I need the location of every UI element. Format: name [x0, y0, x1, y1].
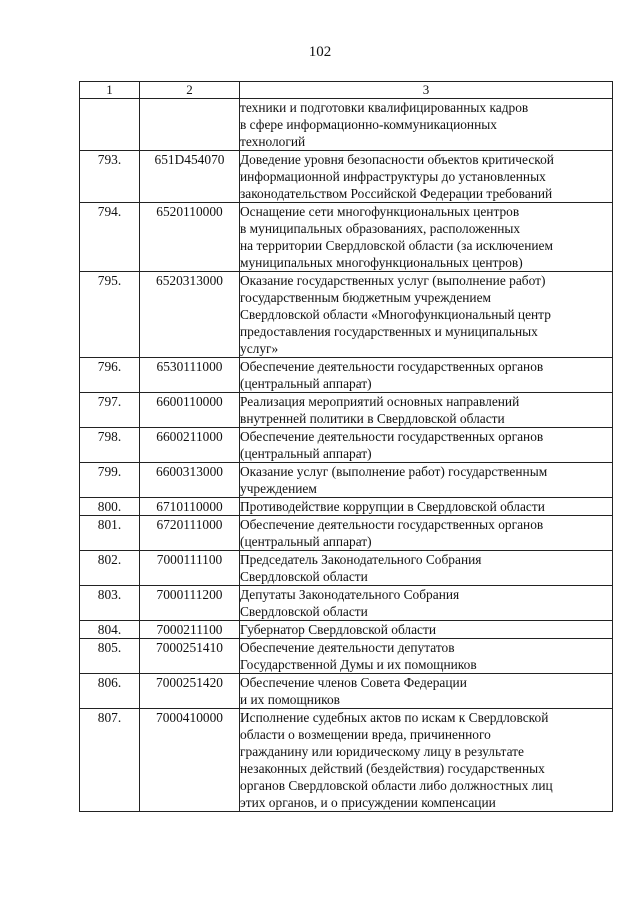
budget-table	[79, 81, 613, 812]
code-cell: 6600211000	[140, 428, 240, 463]
table-row	[80, 463, 613, 498]
table-row	[80, 272, 613, 358]
description-cell: Обеспечение деятельности депутатов Государственной Думы и их помощников	[240, 639, 613, 674]
table-row	[80, 428, 613, 463]
code-cell: 7000410000	[140, 709, 240, 812]
row-number-cell: 794.	[80, 203, 140, 272]
page-number: 102	[308, 44, 332, 60]
row-number-cell: 800.	[80, 498, 140, 516]
row-number-cell	[80, 99, 140, 151]
table-row	[80, 393, 613, 428]
table-row	[80, 639, 613, 674]
row-number-cell: 793.	[80, 151, 140, 203]
header-col-1: 1	[80, 82, 140, 99]
row-number-cell: 805.	[80, 639, 140, 674]
row-number-cell: 806.	[80, 674, 140, 709]
code-cell	[140, 99, 240, 151]
row-number-cell: 801.	[80, 516, 140, 551]
table-row	[80, 151, 613, 203]
row-number-cell: 795.	[80, 272, 140, 358]
table-row	[80, 358, 613, 393]
header-col-3: 3	[240, 82, 613, 99]
table-row	[80, 621, 613, 639]
description-cell: Противодействие коррупции в Свердловской области	[240, 498, 613, 516]
row-number-cell: 799.	[80, 463, 140, 498]
code-cell: 7000251410	[140, 639, 240, 674]
table-row	[80, 203, 613, 272]
code-cell: 6600110000	[140, 393, 240, 428]
code-cell: 7000211100	[140, 621, 240, 639]
code-cell: 651D454070	[140, 151, 240, 203]
description-cell: техники и подготовки квалифицированных кадров в сфере информационно-коммуникационных технологий	[240, 99, 613, 151]
code-cell: 6530111000	[140, 358, 240, 393]
code-cell: 7000251420	[140, 674, 240, 709]
table-row	[80, 709, 613, 812]
header-col-2: 2	[140, 82, 240, 99]
row-number-cell: 796.	[80, 358, 140, 393]
description-cell: Обеспечение деятельности государственных органов (центральный аппарат)	[240, 516, 613, 551]
table-row	[80, 586, 613, 621]
code-cell: 7000111100	[140, 551, 240, 586]
row-number-cell: 802.	[80, 551, 140, 586]
description-cell: Оснащение сети многофункциональных центров в муниципальных образованиях, расположенных на территории Свердловской области (за исключением муниципальных многофункциональных центров)	[240, 203, 613, 272]
description-cell: Председатель Законодательного Собрания Свердловской области	[240, 551, 613, 586]
description-cell: Обеспечение деятельности государственных органов (центральный аппарат)	[240, 428, 613, 463]
code-cell: 7000111200	[140, 586, 240, 621]
description-cell: Реализация мероприятий основных направлений внутренней политики в Свердловской области	[240, 393, 613, 428]
code-cell: 6720111000	[140, 516, 240, 551]
description-cell: Оказание государственных услуг (выполнение работ) государственным бюджетным учреждением Свердловской области «Многофункциональный центр предоставления государственных и муниципальных услуг»	[240, 272, 613, 358]
description-cell: Обеспечение деятельности государственных органов (центральный аппарат)	[240, 358, 613, 393]
description-cell: Исполнение судебных актов по искам к Свердловской области о возмещении вреда, причиненного гражданину или юридическому лицу в результате незаконных действий (бездействия) государственных органов Свердловской области либо должностных лиц этих органов, и о присуждении компенсации	[240, 709, 613, 812]
code-cell: 6520110000	[140, 203, 240, 272]
description-cell: Депутаты Законодательного Собрания Свердловской области	[240, 586, 613, 621]
code-cell: 6600313000	[140, 463, 240, 498]
table-row	[80, 551, 613, 586]
table-row	[80, 674, 613, 709]
code-cell: 6520313000	[140, 272, 240, 358]
code-cell: 6710110000	[140, 498, 240, 516]
row-number-cell: 807.	[80, 709, 140, 812]
description-cell: Доведение уровня безопасности объектов критической информационной инфраструктуры до установленных законодательством Российской Федерации требований	[240, 151, 613, 203]
header-row	[80, 82, 613, 99]
table-row	[80, 498, 613, 516]
row-number-cell: 798.	[80, 428, 140, 463]
row-number-cell: 803.	[80, 586, 140, 621]
description-cell: Обеспечение членов Совета Федерации и их помощников	[240, 674, 613, 709]
table-row	[80, 516, 613, 551]
table-row	[80, 99, 613, 151]
row-number-cell: 797.	[80, 393, 140, 428]
description-cell: Оказание услуг (выполнение работ) государственным учреждением	[240, 463, 613, 498]
description-cell: Губернатор Свердловской области	[240, 621, 613, 639]
row-number-cell: 804.	[80, 621, 140, 639]
